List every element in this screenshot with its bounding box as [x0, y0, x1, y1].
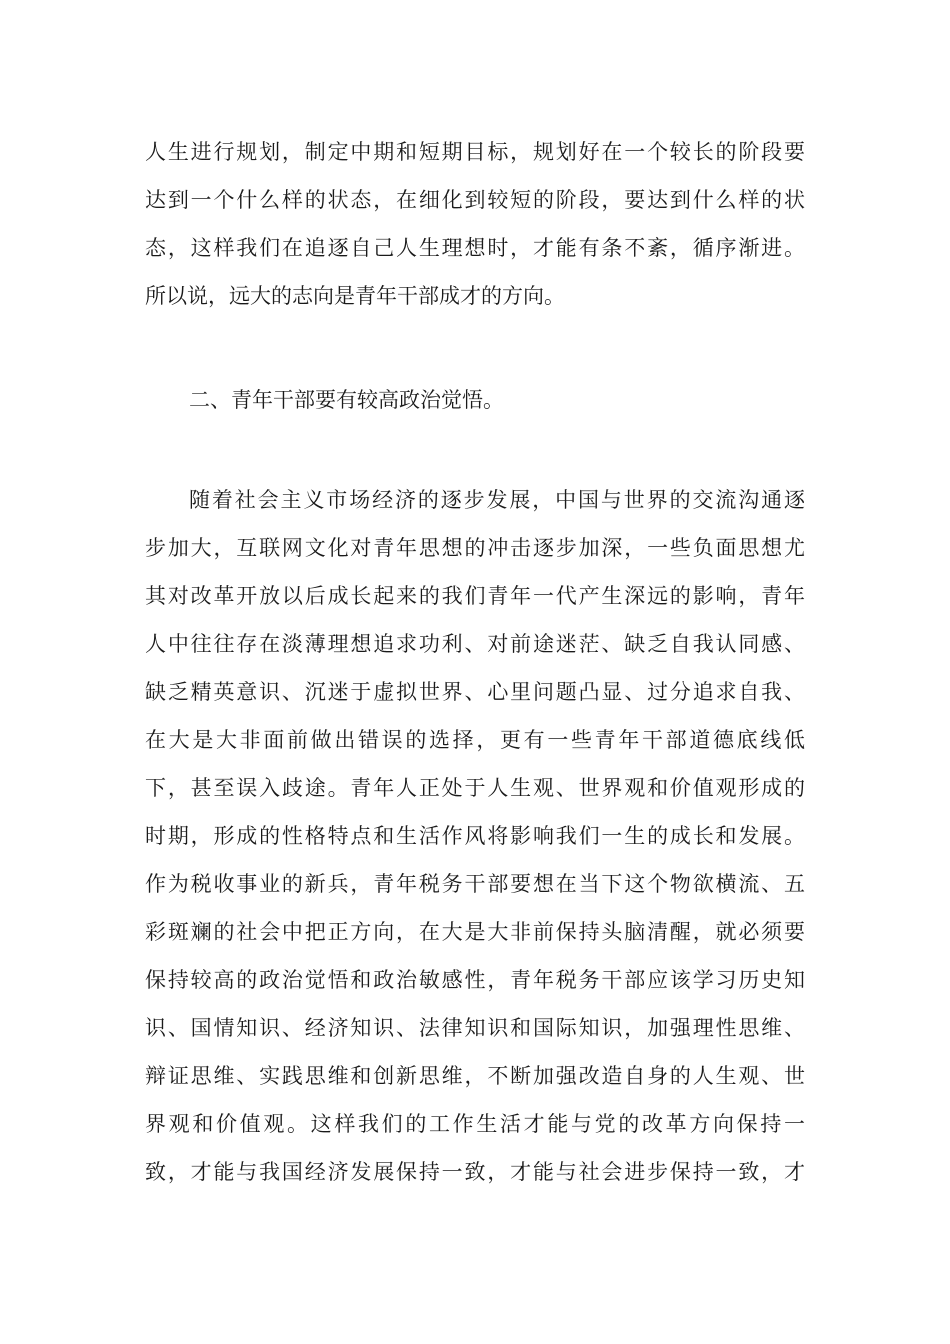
paragraph-2-line-7: 下，甚至误入歧途。青年人正处于人生观、世界观和价值观形成的 [145, 776, 805, 800]
paragraph-2-line-4: 人中往往存在淡薄理想追求功利、对前途迷茫、缺乏自我认同感、 [145, 632, 805, 656]
paragraph-1-line-2: 达到一个什么样的状态，在细化到较短的阶段，要达到什么样的状 [145, 188, 805, 212]
paragraph-2-line-1: 随着社会主义市场经济的逐步发展，中国与世界的交流沟通逐 [189, 488, 805, 512]
paragraph-1-line-1: 人生进行规划，制定中期和短期目标，规划好在一个较长的阶段要 [145, 140, 805, 164]
paragraph-2-line-9: 作为税收事业的新兵，青年税务干部要想在当下这个物欲横流、五 [145, 872, 805, 896]
paragraph-1-line-3: 态，这样我们在追逐自己人生理想时，才能有条不紊，循序渐进。 [145, 236, 805, 260]
paragraph-2-line-15: 致，才能与我国经济发展保持一致，才能与社会进步保持一致，才 [145, 1160, 805, 1184]
paragraph-2-line-14: 界观和价值观。这样我们的工作生活才能与党的改革方向保持一 [145, 1112, 805, 1136]
paragraph-2-line-10: 彩斑斓的社会中把正方向，在大是大非前保持头脑清醒，就必须要 [145, 920, 805, 944]
paragraph-2-line-8: 时期，形成的性格特点和生活作风将影响我们一生的成长和发展。 [145, 824, 805, 848]
paragraph-2-line-5: 缺乏精英意识、沉迷于虚拟世界、心里问题凸显、过分追求自我、 [145, 680, 805, 704]
paragraph-1-line-4: 所以说，远大的志向是青年干部成才的方向。 [145, 284, 565, 308]
paragraph-2-line-12: 识、国情知识、经济知识、法律知识和国际知识，加强理性思维、 [145, 1016, 805, 1040]
paragraph-2-line-11: 保持较高的政治觉悟和政治敏感性，青年税务干部应该学习历史知 [145, 968, 805, 992]
paragraph-2-line-2: 步加大，互联网文化对青年思想的冲击逐步加深，一些负面思想尤 [145, 536, 805, 560]
paragraph-2-line-13: 辩证思维、实践思维和创新思维，不断加强改造自身的人生观、世 [145, 1064, 805, 1088]
paragraph-2-line-6: 在大是大非面前做出错误的选择，更有一些青年干部道德底线低 [145, 728, 805, 752]
paragraph-2-line-3: 其对改革开放以后成长起来的我们青年一代产生深远的影响，青年 [145, 584, 805, 608]
section-heading-2: 二、青年干部要有较高政治觉悟。 [189, 388, 504, 412]
